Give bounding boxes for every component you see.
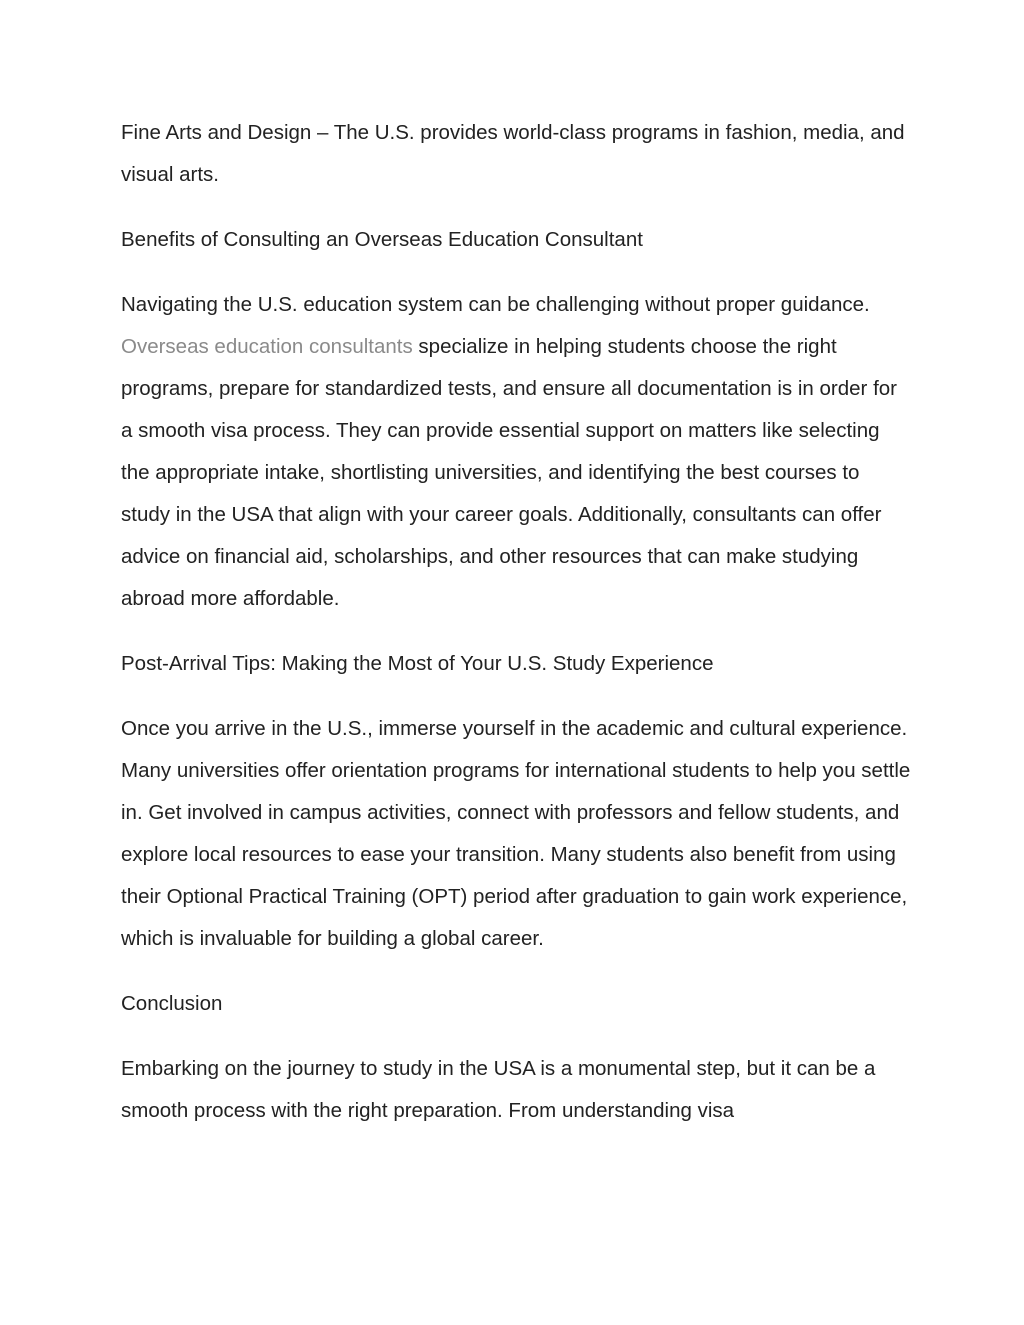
benefits-heading: Benefits of Consulting an Overseas Education Consultant <box>121 228 643 251</box>
post-arrival-paragraph: Once you arrive in the U.S., immerse yourself in the academic and cultural experience. Many universities offer orientation programs for international students to help you settle in. Get involved in campus activities, connect with professors and fellow students, and explore local resources to ease your transition. Many students also benefit from using their Optional Practical Training (OPT) period after graduation to gain work experience, which is invaluable for building a global career. <box>121 717 911 950</box>
conclusion-paragraph: Embarking on the journey to study in the USA is a monumental step, but it can be a smooth process with the right preparation. From understanding visa <box>121 1057 876 1122</box>
fine-arts-paragraph: Fine Arts and Design – The U.S. provides world-class programs in fashion, media, and visual arts. <box>121 121 905 186</box>
document-page <box>121 112 911 1132</box>
navigating-text-end: specialize in helping students choose the right programs, prepare for standardized tests, and ensure all documentation is in order for a smooth visa process. They can provide essential support on matters like selecting the appropriate intake, shortlisting universities, and identifying the best courses to study in the USA that align with your career goals. Additionally, consultants can offer advice on financial aid, scholarships, and other resources that can make studying abroad more affordable. <box>121 335 897 610</box>
overseas-consultants-link[interactable]: Overseas education consultants <box>121 335 413 358</box>
navigating-paragraph <box>121 284 911 620</box>
navigating-text-start: Navigating the U.S. education system can be challenging without proper guidance. <box>121 293 870 316</box>
post-arrival-heading: Post-Arrival Tips: Making the Most of Your U.S. Study Experience <box>121 652 714 675</box>
conclusion-heading: Conclusion <box>121 992 223 1015</box>
